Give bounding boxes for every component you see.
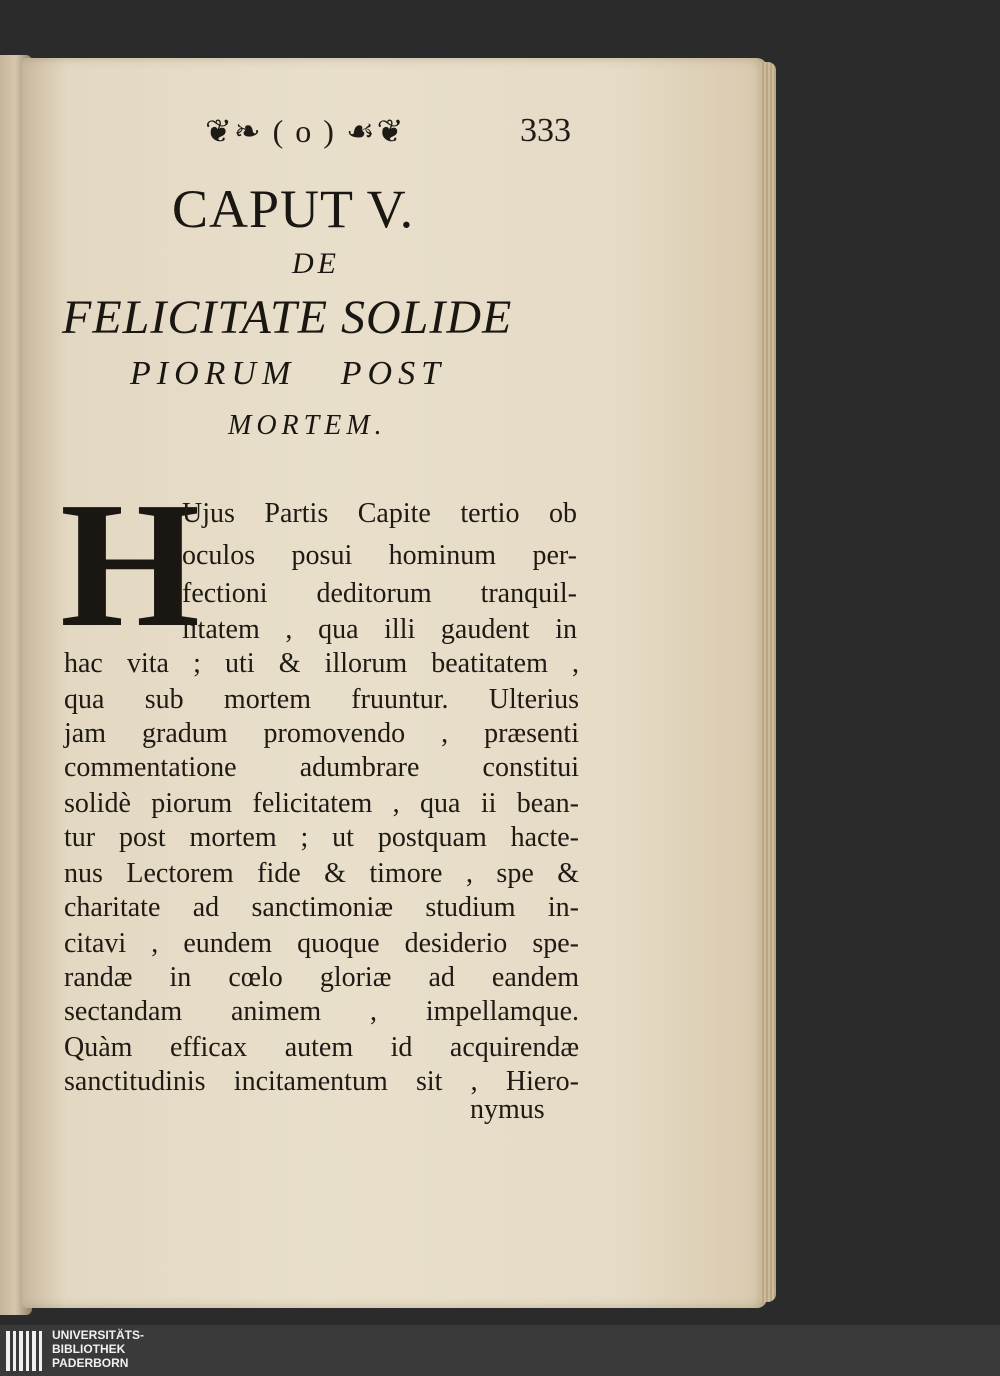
- text-line: citavi , eundem quoque desiderio spe-: [64, 928, 579, 959]
- text-line: charitate ad sanctimoniæ studium in-: [64, 892, 579, 923]
- text-line: oculos posui hominum per-: [182, 540, 577, 571]
- ornament-right-icon: ☙❦: [345, 113, 406, 149]
- chapter-heading: CAPUT V.: [172, 179, 415, 239]
- text-line: jam gradum promovendo , præsenti: [64, 718, 579, 749]
- text-line: nus Lectorem fide & timore , spe &: [64, 858, 579, 889]
- page-fore-edge: [760, 62, 776, 1302]
- text-line: sanctitudinis incitamentum sit , Hiero-: [64, 1066, 579, 1097]
- text-line: fectioni deditorum tranquil-: [182, 578, 577, 609]
- title-line-3: MORTEM.: [228, 410, 387, 441]
- text-line: Quàm efficax autem id acquirendæ: [64, 1032, 579, 1063]
- book-page: [22, 58, 767, 1308]
- text-line: randæ in cœlo gloriæ ad eandem: [64, 962, 579, 993]
- title-de: DE: [292, 247, 340, 280]
- drop-cap: H: [60, 465, 201, 664]
- text-line: litatem , qua illi gaudent in: [182, 614, 577, 645]
- text-line: tur post mortem ; ut postquam hacte-: [64, 822, 579, 853]
- header-ornament: ❦❧ ( o ) ☙❦: [205, 113, 406, 149]
- text-line: hac vita ; uti & illorum beatitatem ,: [64, 648, 579, 679]
- ornament-left-icon: ❦❧: [205, 113, 263, 149]
- title-line-2: PIORUM POST: [130, 355, 447, 392]
- footer-bar: [0, 1325, 1000, 1376]
- library-logo-icon: [6, 1331, 42, 1371]
- text-line: qua sub mortem fruuntur. Ulterius: [64, 684, 579, 715]
- title-line-1: FELICITATE SOLIDE: [62, 291, 513, 344]
- catchword: nymus: [470, 1094, 545, 1125]
- page-number: 333: [520, 112, 571, 149]
- text-line: Ujus Partis Capite tertio ob: [182, 498, 577, 529]
- text-line: sectandam animem , impellamque.: [64, 996, 579, 1027]
- library-logo-text: UNIVERSITÄTS- BIBLIOTHEK PADERBORN: [52, 1328, 145, 1370]
- text-line: commentatione adumbrare constitui: [64, 752, 579, 783]
- text-line: solidè piorum felicitatem , qua ii bean-: [64, 788, 579, 819]
